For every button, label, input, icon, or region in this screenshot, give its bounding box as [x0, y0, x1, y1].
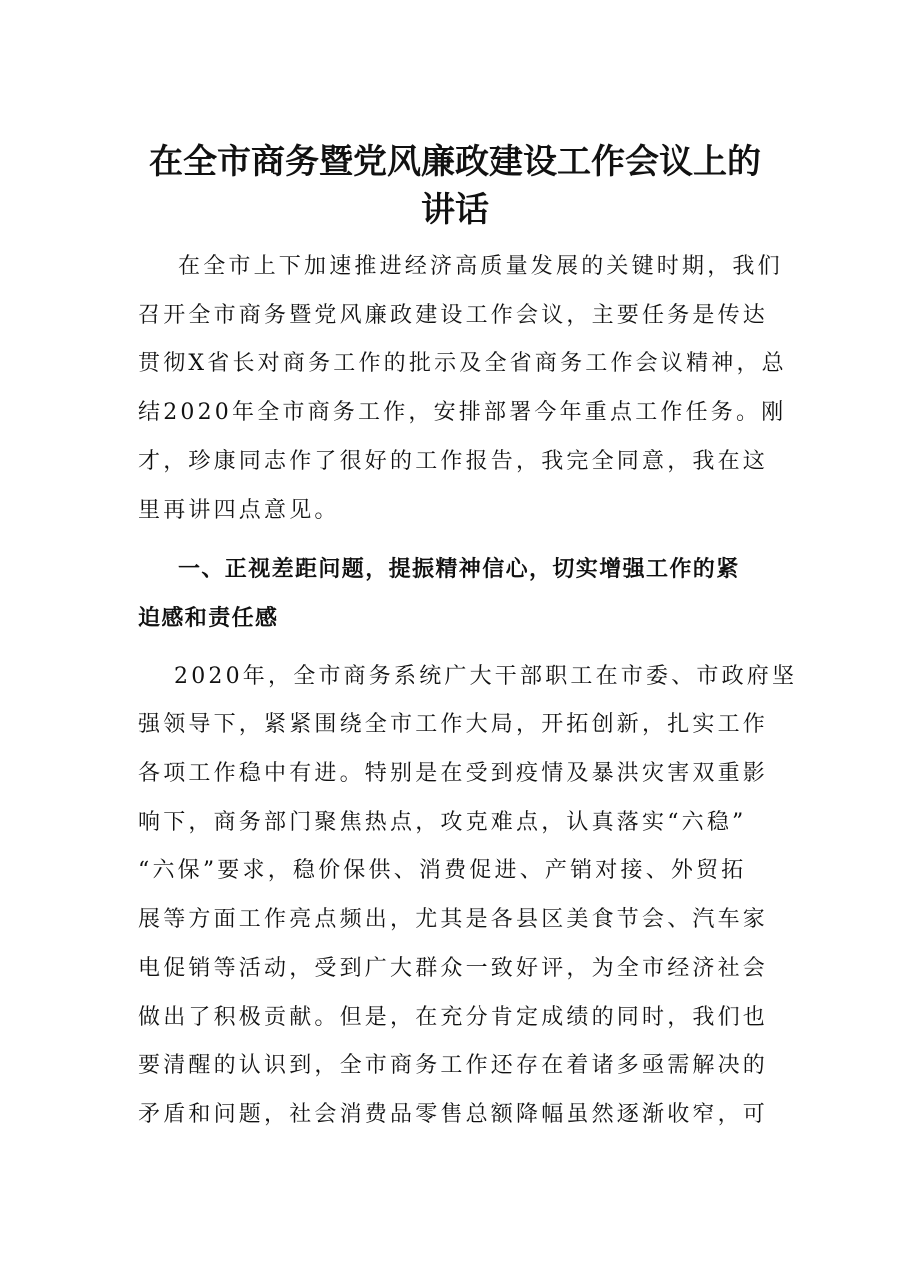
intro-line-3: 贯彻X省长对商务工作的批示及全省商务工作会议精神，总: [138, 351, 787, 377]
section-1-heading-line-1: 一、正视差距问题，提振精神信心，切实增强工作的紧: [178, 556, 740, 583]
section-1-line-1: 2020年，全市商务系统广大干部职工在市委、市政府坚: [174, 663, 798, 689]
section-1-line-4: 响下，商务部门聚焦热点，攻克难点，认真落实“六稳”: [138, 809, 747, 835]
section-1-line-9: 要清醒的认识到，全市商务工作还存在着诸多亟需解决的: [138, 1053, 769, 1079]
intro-line-5: 才，珍康同志作了很好的工作报告，我完全同意，我在这: [138, 448, 769, 474]
section-1-line-10: 矛盾和问题，社会消费品零售总额降幅虽然逐渐收窄，可: [138, 1101, 769, 1127]
intro-paragraph: [138, 243, 787, 535]
section-1-line-2: 强领导下，紧紧围绕全市工作大局，开拓创新，扎实工作: [138, 712, 769, 738]
document-page: [138, 138, 798, 1140]
intro-line-1: 在全市上下加速推进经济高质量发展的关键时期，我们: [178, 254, 783, 279]
title-line-2: 讲话: [421, 190, 489, 230]
section-1-line-8: 做出了积极贡献。但是，在充分肯定成绩的同时，我们也: [138, 1004, 769, 1030]
title-line-1: 在全市商务暨党风廉政建设工作会议上的: [149, 142, 761, 182]
intro-line-2: 召开全市商务暨党风廉政建设工作会议，主要任务是传达: [138, 302, 769, 328]
intro-line-4: 结2020年全市商务工作，安排部署今年重点工作任务。刚: [138, 400, 787, 426]
section-1-heading-line-2: 迫感和责任感: [138, 604, 279, 631]
intro-line-6: 里再讲四点意见。: [138, 497, 340, 523]
section-1-heading: [138, 545, 772, 642]
section-1-line-5: “六保”要求，稳价保供、消费促进、产销对接、外贸拓: [138, 858, 747, 884]
section-1-line-6: 展等方面工作亮点频出，尤其是各县区美食节会、汽车家: [138, 907, 769, 933]
document-title: [138, 138, 772, 234]
section-1-body: [138, 653, 798, 1140]
section-1-line-7: 电促销等活动，受到广大群众一致好评，为全市经济社会: [138, 955, 769, 981]
section-1-line-3: 各项工作稳中有进。特别是在受到疫情及暴洪灾害双重影: [138, 761, 769, 787]
